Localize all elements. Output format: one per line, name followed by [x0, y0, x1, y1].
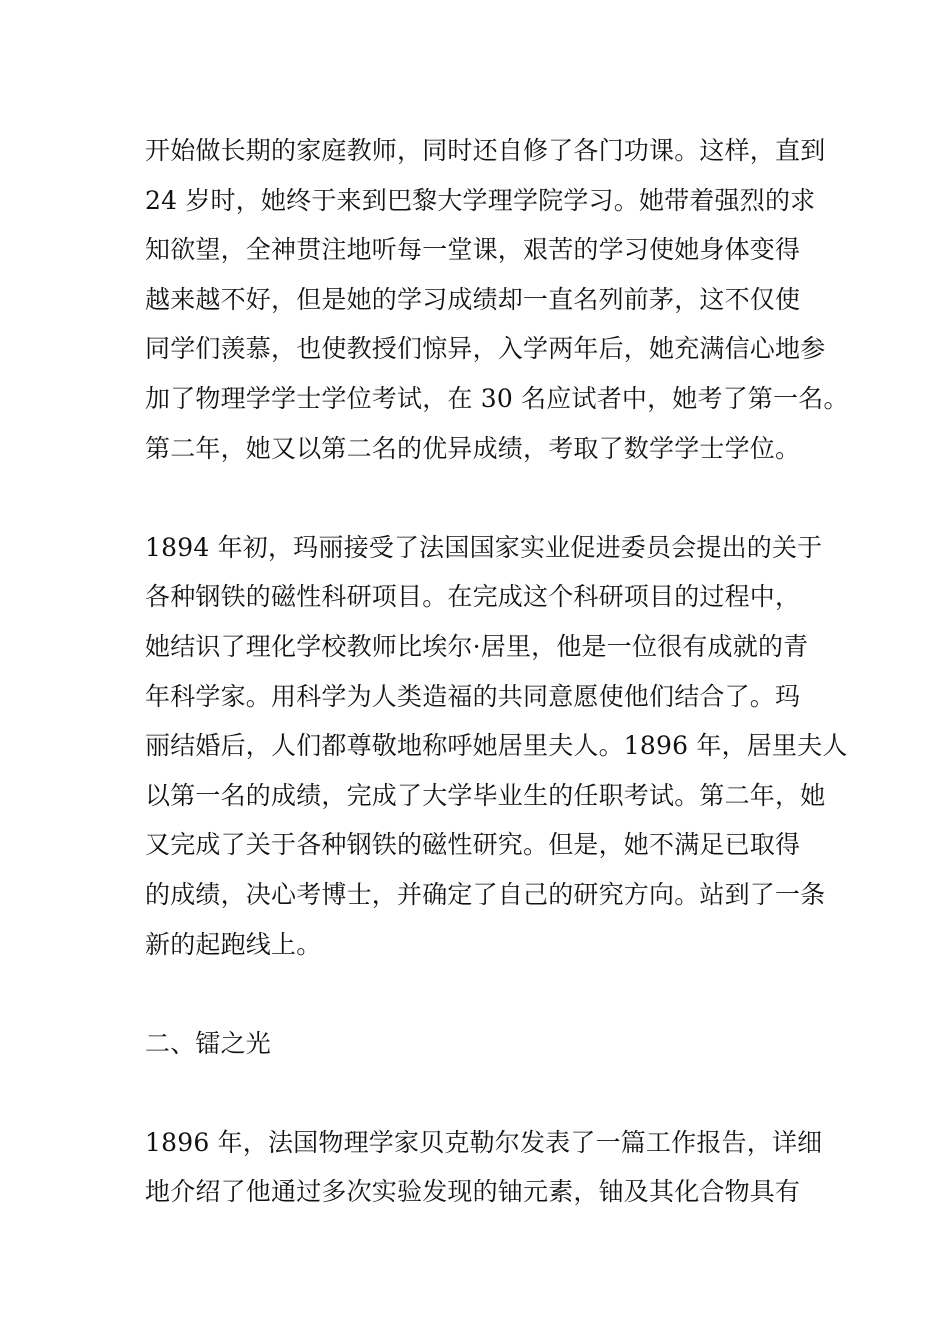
paragraph-2 [145, 523, 848, 969]
paragraph-1 [145, 126, 849, 473]
text-line: 加了物理学学士学位考试，在 30 名应试者中，她考了第一名。 [145, 383, 849, 413]
text-line: 1894 年初，玛丽接受了法国国家实业促进委员会提出的关于 [145, 532, 823, 562]
text-line: 各种钢铁的磁性科研项目。在完成这个科研项目的过程中， [145, 582, 801, 612]
text-line: 24 岁时，她终于来到巴黎大学理学院学习。她带着强烈的求 [145, 185, 816, 215]
text-line: 1896 年，法国物理学家贝克勒尔发表了一篇工作报告，详细 [145, 1127, 823, 1157]
text-line: 的成绩，决心考博士，并确定了自己的研究方向。站到了一条 [145, 879, 826, 909]
text-line: 第二年，她又以第二名的优异成绩，考取了数学学士学位。 [145, 433, 801, 463]
text-line: 她结识了理化学校教师比埃尔·居里，他是一位很有成就的青 [145, 631, 809, 661]
section-heading-text: 二、镭之光 [145, 1028, 272, 1058]
text-line: 知欲望，全神贯注地听每一堂课，艰苦的学习使她身体变得 [145, 235, 801, 265]
text-line: 同学们羡慕，也使教授们惊异，入学两年后，她充满信心地参 [145, 334, 826, 364]
text-line: 年科学家。用科学为人类造福的共同意愿使他们结合了。玛 [145, 681, 801, 711]
text-line: 越来越不好，但是她的学习成绩却一直名列前茅，这不仅使 [145, 284, 801, 314]
section-heading [145, 1019, 825, 1069]
text-line: 以第一名的成绩，完成了大学毕业生的任职考试。第二年，她 [145, 780, 826, 810]
text-line: 开始做长期的家庭教师，同时还自修了各门功课。这样，直到 [145, 136, 826, 165]
text-line: 地介绍了他通过多次实验发现的铀元素，铀及其化合物具有 [145, 1177, 801, 1207]
paragraph-3 [145, 1118, 825, 1217]
paragraph-spacer [145, 969, 825, 1019]
text-line: 丽结婚后，人们都尊敬地称呼她居里夫人。1896 年，居里夫人 [145, 731, 848, 761]
document-body [145, 126, 849, 1217]
paragraph-spacer [145, 1068, 825, 1118]
text-line: 又完成了关于各种钢铁的磁性研究。但是，她不满足已取得 [145, 830, 801, 860]
paragraph-spacer [145, 473, 825, 523]
text-line: 新的起跑线上。 [145, 929, 322, 959]
